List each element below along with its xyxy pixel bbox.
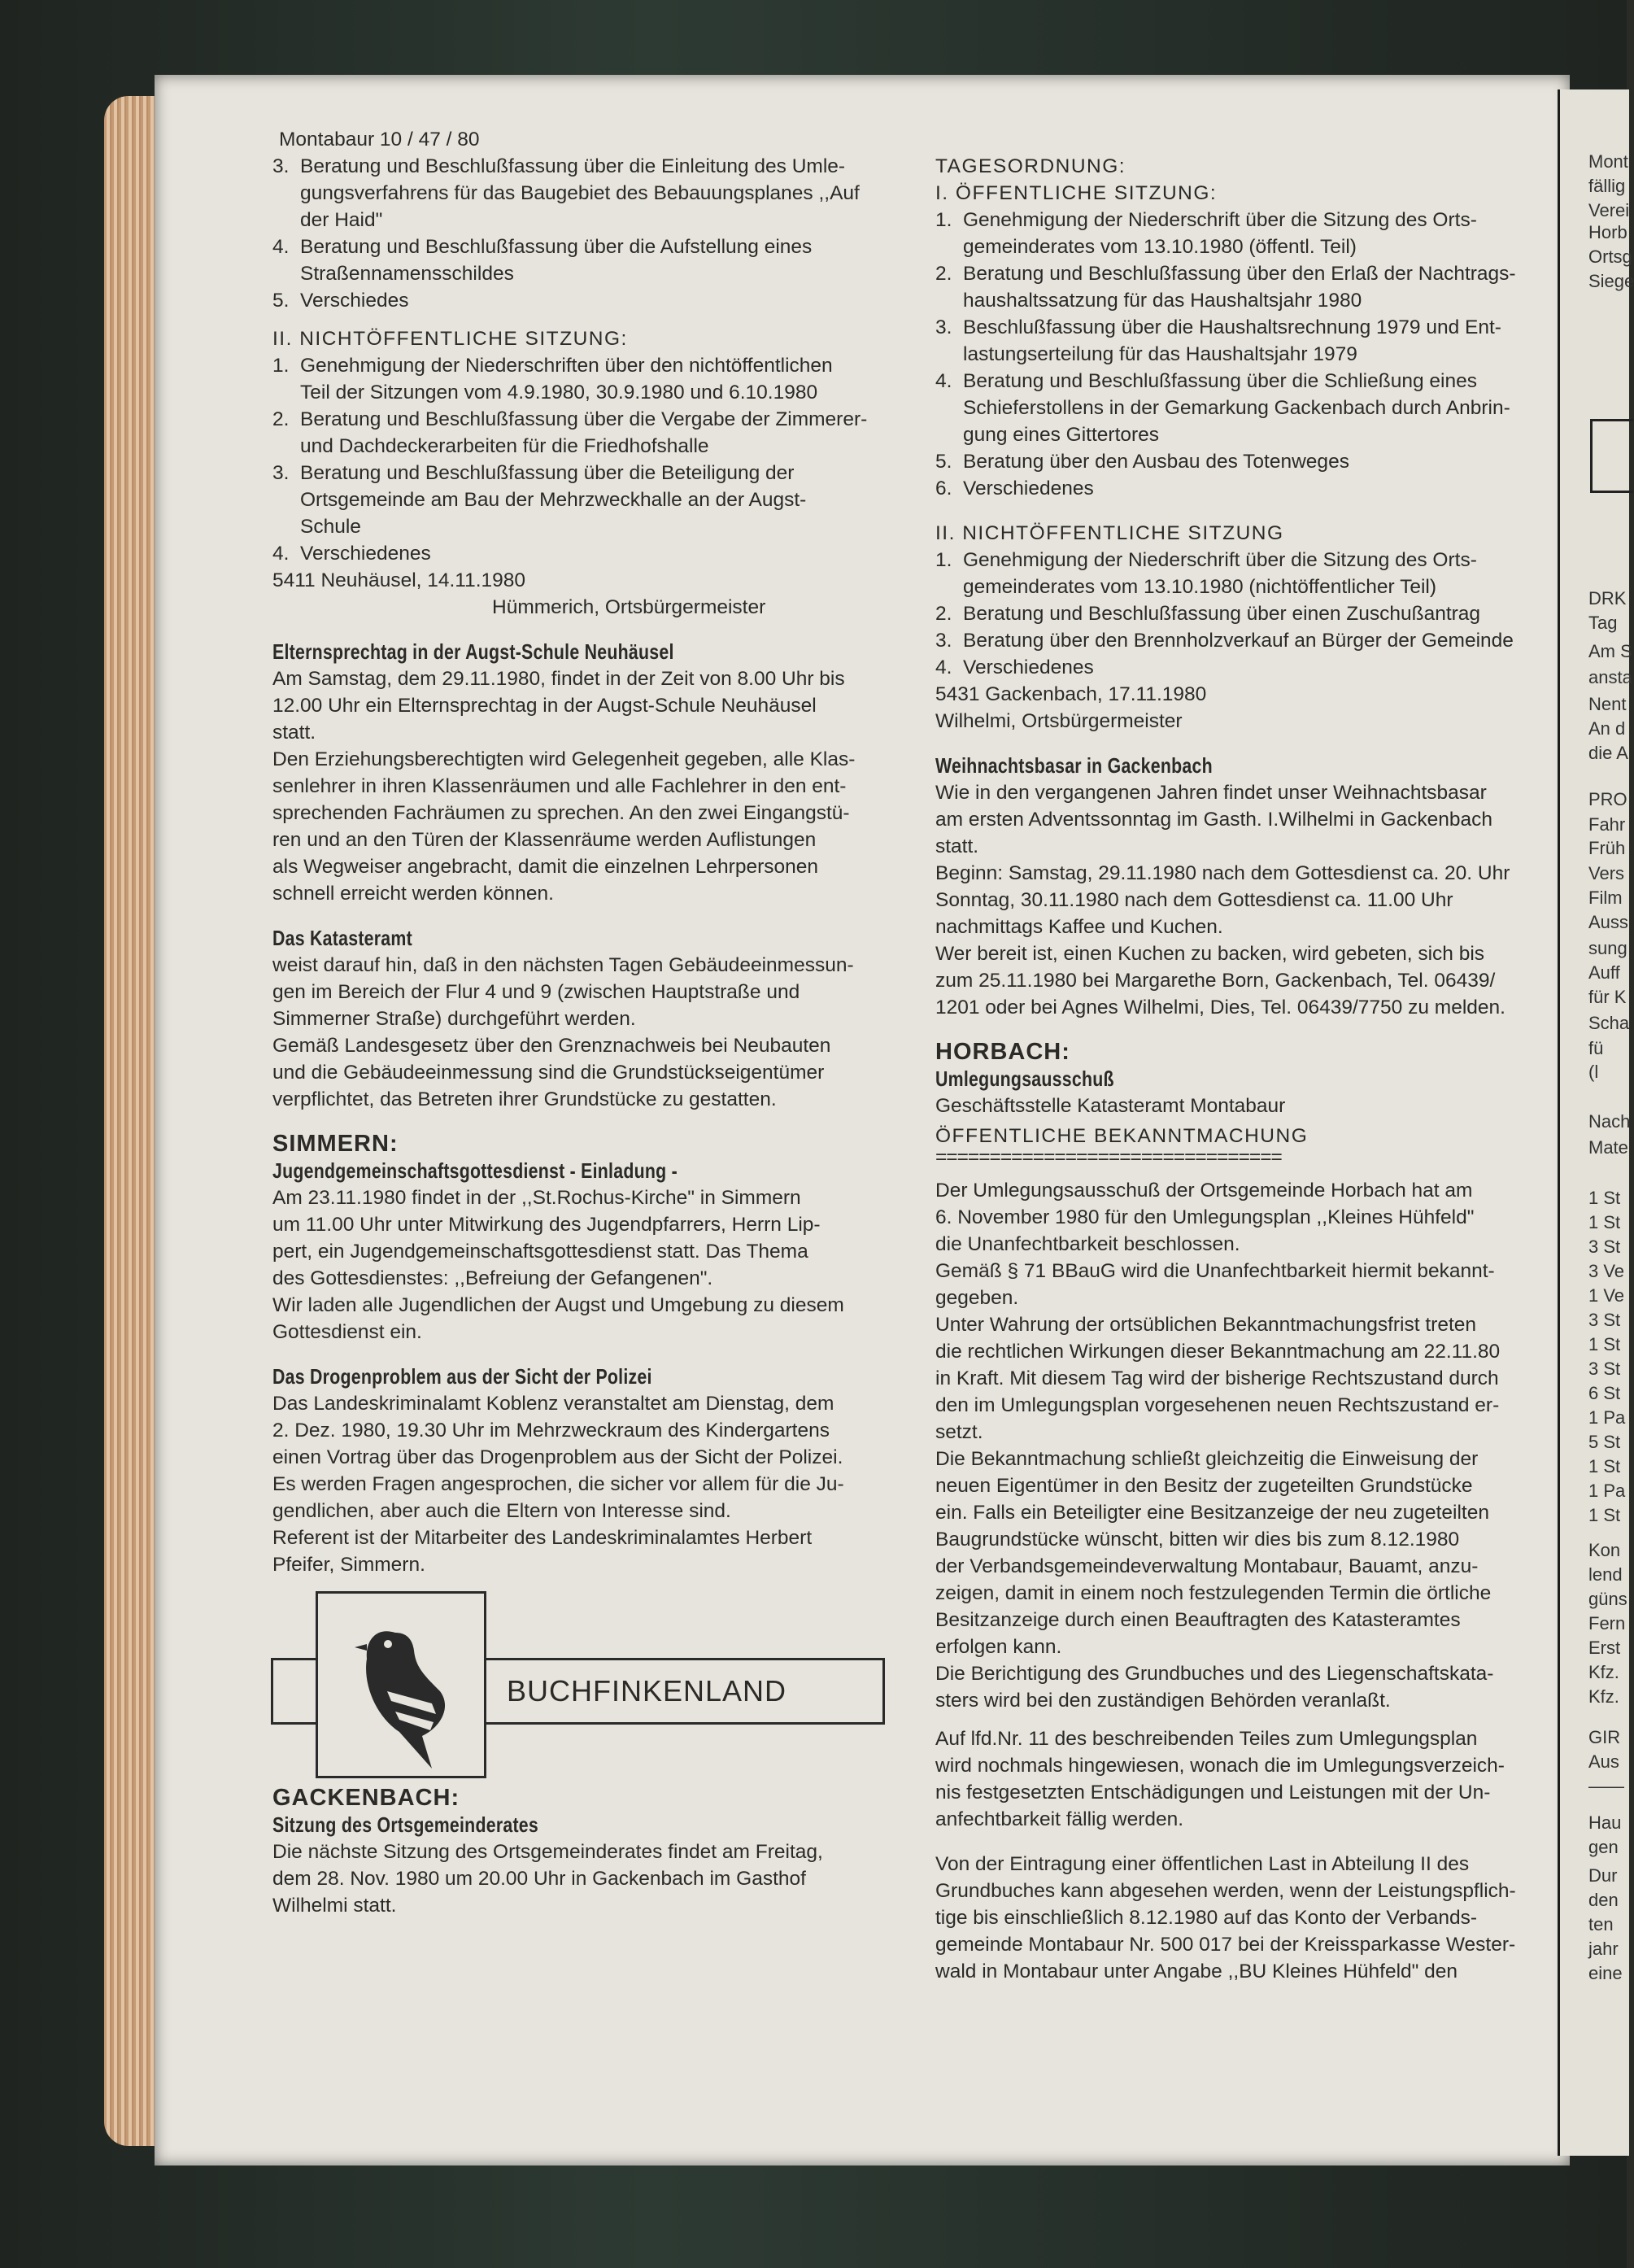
agenda-item-text: Beratung und Beschlußfassung über die Einleitung des Umle-: [300, 155, 846, 177]
next-page-text-fragment: 3 St: [1588, 1310, 1621, 1330]
text-line: Die Bekanntmachung schließt gleichzeitig die Einweisung der: [935, 1448, 1479, 1470]
text-line: weist darauf hin, daß in den nächsten Tagen Gebäudeeinmessun-: [272, 954, 854, 976]
agenda-item-text: Beratung und Beschlußfassung über die Vergabe der Zimmerer-: [300, 408, 868, 430]
agenda-item-number: 3.: [935, 316, 952, 338]
next-page-text-fragment: Aus: [1588, 1751, 1619, 1772]
right-column: [935, 153, 1562, 1985]
next-page-text-fragment: 1 St: [1588, 1188, 1621, 1208]
agenda-item-line: [272, 352, 923, 379]
agenda-item-line: [935, 207, 1562, 233]
next-page-text-fragment: Erst: [1588, 1638, 1621, 1658]
agenda-item-number: 2.: [935, 603, 952, 625]
next-page-text-fragment: DRK: [1588, 588, 1627, 608]
agenda-item-line: gungsverfahrens für das Baugebiet des Bebauungsplanes ,,Auf: [300, 182, 860, 204]
text-line: wald in Montabaur unter Angabe ,,BU Kleines Hühfeld" den: [935, 1961, 1458, 1982]
agenda-item-number: 2.: [272, 408, 290, 430]
ortsgemeinderat-title: Sitzung des Ortsgemeinderates: [272, 1812, 539, 1837]
agenda-item-line: [272, 287, 923, 314]
agenda-item-text: Beratung und Beschlußfassung über die Beteiligung der: [300, 462, 795, 484]
agenda-item-line: haushaltssatzung für das Haushaltsjahr 1980: [963, 290, 1362, 312]
next-page-text-fragment: gen: [1588, 1837, 1619, 1857]
finch-bird-icon: [318, 1594, 484, 1776]
text-line: 2. Dez. 1980, 19.30 Uhr im Mehrzweckraum des Kindergartens: [272, 1420, 830, 1441]
text-line: Wir laden alle Jugendlichen der Augst und Umgebung zu diesem: [272, 1294, 844, 1316]
next-page-text-fragment: 1 Pa: [1588, 1481, 1626, 1501]
next-page-text-fragment: Horb: [1588, 222, 1627, 242]
text-line: um 11.00 Uhr unter Mitwirkung des Jugendpfarrers, Herrn Lip-: [272, 1214, 821, 1236]
text-line: nachmittags Kaffee und Kuchen.: [935, 916, 1223, 938]
notice-title: ÖFFENTLICHE BEKANNTMACHUNG: [935, 1125, 1309, 1147]
text-line: zum 25.11.1980 bei Margarethe Born, Gackenbach, Tel. 06439/: [935, 970, 1496, 992]
page-header: Montabaur 10 / 47 / 80: [279, 129, 480, 150]
next-page-text-fragment: Fahr: [1588, 814, 1626, 835]
text-line: sters wird bei den zuständigen Behörden veranlaßt.: [935, 1690, 1391, 1712]
text-line: Die nächste Sitzung des Ortsgemeinderates findet am Freitag,: [272, 1841, 823, 1863]
text-line: zeigen, damit in einem noch festzulegenden Termin die örtliche: [935, 1582, 1492, 1604]
next-page-text-fragment: Mate: [1588, 1137, 1628, 1158]
notice-text-3: [935, 1851, 1562, 1985]
agenda-item-line: [935, 654, 1562, 681]
office-line: Geschäftsstelle Katasteramt Montabaur: [935, 1095, 1286, 1117]
next-page-text-fragment: Kon: [1588, 1540, 1621, 1560]
agenda-item-line: Straßennamensschildes: [300, 263, 514, 285]
text-line: des Gottesdienstes: ,,Befreiung der Gefangenen".: [272, 1267, 713, 1289]
agenda-item-line: [935, 547, 1562, 574]
notice-text: [935, 1177, 1562, 1714]
next-page-text-fragment: PRO: [1588, 789, 1627, 809]
text-line: der Verbandsgemeindeverwaltung Montabaur, Bauamt, anzu-: [935, 1555, 1479, 1577]
agenda-item-line: [935, 475, 1562, 502]
text-line: und die Gebäudeeinmessung sind die Grundstückseigentümer: [272, 1062, 825, 1084]
text-line: wird nochmals hingewiesen, wonach die im Umlegungsverzeich-: [935, 1755, 1505, 1777]
text-line: statt.: [272, 722, 316, 744]
agenda-list-public: [272, 153, 923, 314]
katasteramt-text: [272, 952, 923, 1113]
signature: Hümmerich, Ortsbürgermeister: [492, 596, 766, 618]
next-page-text-fragment: eine: [1588, 1963, 1623, 1983]
text-line: Von der Eintragung einer öffentlichen Last in Abteilung II des: [935, 1853, 1470, 1875]
text-line: erfolgen kann.: [935, 1636, 1062, 1658]
agenda-item-text: Beratung und Beschlußfassung über einen Zuschußantrag: [963, 603, 1481, 625]
next-page-text-fragment: Fern: [1588, 1613, 1626, 1633]
elternsprechtag-text: [272, 665, 923, 746]
text-line: neuen Eigentümer in den Besitz der zugeteilten Grundstücke: [935, 1475, 1473, 1497]
agenda-item-text: Beratung und Beschlußfassung über die Aufstellung eines: [300, 236, 813, 258]
agenda-item-number: 6.: [935, 478, 952, 499]
buchfinkenland-logo: [271, 1591, 889, 1778]
nonpublic-title: II. NICHTÖFFENTLICHE SITZUNG:: [272, 328, 628, 350]
next-page-text-fragment: Verei: [1588, 200, 1630, 220]
elternsprechtag-title: Elternsprechtag in der Augst-Schule Neuhäusel: [272, 639, 674, 664]
agenda-item-line: [272, 460, 923, 486]
agenda-item-line: [935, 448, 1562, 475]
next-page-text-fragment: fü: [1588, 1038, 1604, 1058]
text-line: setzt.: [935, 1421, 983, 1443]
agenda-item-number: 4.: [272, 543, 290, 565]
agenda-item-text: Beratung und Beschlußfassung über die Schließung eines: [963, 370, 1477, 392]
agenda-item-number: 4.: [272, 236, 290, 258]
public-session-title: I. ÖFFENTLICHE SITZUNG:: [935, 182, 1218, 204]
agenda-item-number: 4.: [935, 656, 952, 678]
agenda-list-public-right: [935, 207, 1562, 502]
text-line: Grundbuches kann abgesehen werden, wenn der Leistungspflich-: [935, 1880, 1516, 1902]
nonpublic-title-right: II. NICHTÖFFENTLICHE SITZUNG: [935, 522, 1284, 544]
text-line: gendlichen, aber auch die Eltern von Interesse sind.: [272, 1500, 731, 1522]
next-page-text-fragment: Dur: [1588, 1865, 1618, 1886]
next-page-text-fragment: ansta: [1588, 667, 1632, 687]
jugendgottesdienst-title: Jugendgemeinschaftsgottesdienst - Einladung -: [272, 1158, 678, 1183]
next-page-text-fragment: 6 St: [1588, 1383, 1621, 1403]
umlegungsausschuss-title: Umlegungsausschuß: [935, 1066, 1114, 1091]
next-page-text-fragment: fällig: [1588, 176, 1626, 196]
text-line: am ersten Adventssonntag im Gasth. I.Wilhelmi in Gackenbach: [935, 809, 1492, 831]
agenda-item-text: Genehmigung der Niederschriften über den nichtöffentlichen: [300, 355, 833, 377]
signature-right: Wilhelmi, Ortsbürgermeister: [935, 710, 1183, 732]
text-line: verpflichtet, das Betreten ihrer Grundstücke zu gestatten.: [272, 1088, 777, 1110]
agenda-item-line: gemeinderates vom 13.10.1980 (öffentl. Teil): [963, 236, 1357, 258]
next-page-text-fragment: An d: [1588, 718, 1626, 739]
agenda-item-line: gemeinderates vom 13.10.1980 (nichtöffentlicher Teil): [963, 576, 1436, 598]
next-page-text-fragment: güns: [1588, 1589, 1627, 1609]
drogenproblem-text: [272, 1390, 923, 1578]
agenda-item-text: Verschiedes: [300, 290, 409, 312]
text-line: Unter Wahrung der ortsüblichen Bekanntmachungsfrist treten: [935, 1314, 1477, 1336]
agenda-item-line: [272, 540, 923, 567]
next-page-text-fragment: Ortsg: [1588, 246, 1632, 267]
next-page-text-fragment: 1 St: [1588, 1505, 1621, 1525]
next-page-text-fragment: sung: [1588, 938, 1627, 958]
notice-text-2: [935, 1725, 1562, 1833]
weihnachtsbasar-text: [935, 779, 1562, 1021]
text-line: Am 23.11.1980 findet in der ,,St.Rochus-Kirche" in Simmern: [272, 1187, 801, 1209]
agenda-item-line: Schule: [300, 516, 361, 538]
next-page-text-fragment: 3 Ve: [1588, 1261, 1625, 1281]
next-page-text-fragment: Auss: [1588, 912, 1628, 932]
text-line: in Kraft. Mit diesem Tag wird der bisherige Rechtszustand durch: [935, 1367, 1499, 1389]
notice-rule: ================================: [935, 1146, 1282, 1168]
next-page-text-fragment: jahr: [1588, 1939, 1619, 1959]
next-page-box: [1590, 419, 1633, 493]
text-line: ein. Falls ein Beteiligter eine Besitzanzeige der neu zugeteilten: [935, 1502, 1489, 1524]
agenda-item-number: 2.: [935, 263, 952, 285]
text-line: Wie in den vergangenen Jahren findet unser Weihnachtsbasar: [935, 782, 1487, 804]
agenda-item-text: Genehmigung der Niederschrift über die Sitzung des Orts-: [963, 209, 1477, 231]
text-line: Wilhelmi statt.: [272, 1895, 397, 1917]
text-line: statt.: [935, 835, 979, 857]
simmern-heading: SIMMERN:: [272, 1131, 399, 1157]
agenda-item-line: und Dachdeckerarbeiten für die Friedhofshalle: [300, 435, 709, 457]
text-line: schnell erreicht werden können.: [272, 883, 554, 905]
next-page-text-fragment: für K: [1588, 987, 1627, 1007]
text-line: Simmerner Straße) durchgeführt werden.: [272, 1008, 636, 1030]
text-line: sprechenden Fachräumen zu sprechen. An den zwei Eingangstü-: [272, 802, 850, 824]
agenda-item-line: [935, 627, 1562, 654]
next-page-text-fragment: 1 St: [1588, 1212, 1621, 1232]
text-line: Referent ist der Mitarbeiter des Landeskriminalamtes Herbert: [272, 1527, 813, 1549]
agenda-item-text: Verschiedenes: [963, 656, 1094, 678]
agenda-item-text: Beschlußfassung über die Haushaltsrechnung 1979 und Ent-: [963, 316, 1501, 338]
text-line: tige bis einschließlich 8.12.1980 auf das Konto der Verbands-: [935, 1907, 1478, 1929]
next-page-text-fragment: GIR: [1588, 1727, 1621, 1747]
next-page-text-fragment: Nach: [1588, 1111, 1631, 1132]
agenda-title: TAGESORDNUNG:: [935, 155, 1126, 177]
text-line: senlehrer in ihren Klassenräumen und alle Fachlehrer in den ent-: [272, 775, 847, 797]
agenda-list-nonpublic-right: [935, 547, 1562, 681]
ortsgemeinderat-text: [272, 1838, 923, 1919]
text-line: Gemäß Landesgesetz über den Grenznachweis bei Neubauten: [272, 1035, 831, 1057]
agenda-item-line: Teil der Sitzungen vom 4.9.1980, 30.9.1980 und 6.10.1980: [300, 382, 818, 403]
next-page-text-fragment: Mont: [1588, 151, 1628, 172]
agenda-item-line: [272, 406, 923, 433]
date-line-right: 5431 Gackenbach, 17.11.1980: [935, 683, 1207, 705]
text-line: die rechtlichen Wirkungen dieser Bekanntmachung am 22.11.80: [935, 1341, 1501, 1363]
agenda-item-number: 5.: [935, 451, 952, 473]
agenda-item-line: [272, 233, 923, 260]
text-line: Sonntag, 30.11.1980 nach dem Gottesdienst ca. 11.00 Uhr: [935, 889, 1453, 911]
logo-label: BUCHFINKENLAND: [507, 1674, 787, 1708]
next-page-text-fragment: 1 Ve: [1588, 1285, 1625, 1306]
weihnachtsbasar-title: Weihnachtsbasar in Gackenbach: [935, 753, 1213, 778]
agenda-item-number: 1.: [935, 549, 952, 571]
text-line: als Wegweiser angebracht, damit die einzelnen Lehrpersonen: [272, 856, 818, 878]
agenda-item-line: [272, 153, 923, 180]
agenda-item-number: 4.: [935, 370, 952, 392]
text-line: dem 28. Nov. 1980 um 20.00 Uhr in Gackenbach im Gasthof: [272, 1868, 806, 1890]
text-line: Am Samstag, dem 29.11.1980, findet in der Zeit von 8.00 Uhr bis: [272, 668, 845, 690]
agenda-item-text: Beratung über den Brennholzverkauf an Bürger der Gemeinde: [963, 630, 1514, 652]
agenda-item-number: 1.: [272, 355, 290, 377]
next-page-text-fragment: 1 Pa: [1588, 1407, 1626, 1428]
next-page-text-fragment: 5 St: [1588, 1432, 1621, 1452]
agenda-item-line: [935, 368, 1562, 395]
text-line: pert, ein Jugendgemeinschaftsgottesdienst statt. Das Thema: [272, 1241, 808, 1263]
next-page-text-fragment: Tag: [1588, 613, 1618, 633]
text-line: die Unanfechtbarkeit beschlossen.: [935, 1233, 1240, 1255]
text-line: den im Umlegungsplan vorgesehenen neuen Rechtszustand er-: [935, 1394, 1500, 1416]
drogenproblem-title: Das Drogenproblem aus der Sicht der Polizei: [272, 1364, 652, 1389]
text-line: Es werden Fragen angesprochen, die sicher vor allem für die Ju-: [272, 1473, 844, 1495]
agenda-item-number: 3.: [272, 462, 290, 484]
text-line: Pfeifer, Simmern.: [272, 1554, 425, 1576]
text-line: Das Landeskriminalamt Koblenz veranstaltet am Dienstag, dem: [272, 1393, 834, 1415]
next-page-text-fragment: Film: [1588, 888, 1623, 908]
agenda-item-text: Beratung über den Ausbau des Totenweges: [963, 451, 1349, 473]
agenda-item-line: [935, 314, 1562, 341]
next-page-fragment: [1558, 89, 1634, 2156]
next-page-text-fragment: ten: [1588, 1914, 1614, 1934]
agenda-item-line: gung eines Gittertores: [963, 424, 1160, 446]
text-line: Der Umlegungsausschuß der Ortsgemeinde Horbach hat am: [935, 1180, 1473, 1202]
agenda-item-number: 1.: [935, 209, 952, 231]
next-page-text-fragment: Kfz.: [1588, 1686, 1619, 1707]
agenda-item-line: Schieferstollens in der Gemarkung Gackenbach durch Anbrin-: [963, 397, 1510, 419]
next-page-text-fragment: Kfz.: [1588, 1662, 1619, 1682]
agenda-item-line: Ortsgemeinde am Bau der Mehrzweckhalle an der Augst-: [300, 489, 807, 511]
jugendgottesdienst-text: [272, 1184, 923, 1346]
next-page-text-fragment: die A: [1588, 743, 1628, 763]
gackenbach-heading: GACKENBACH:: [272, 1785, 460, 1811]
agenda-item-line: der Haid": [300, 209, 383, 231]
text-line: einen Vortrag über das Drogenproblem aus der Sicht der Polizei.: [272, 1446, 843, 1468]
agenda-item-line: [935, 260, 1562, 287]
text-line: nis festgesetzten Entschädigungen und Leistungen mit der Un-: [935, 1782, 1491, 1803]
text-line: Gemäß § 71 BBauG wird die Unanfechtbarkeit hiermit bekannt-: [935, 1260, 1495, 1282]
next-page-text-fragment: lend: [1588, 1564, 1623, 1585]
text-line: Den Erziehungsberechtigten wird Gelegenheit gegeben, alle Klas-: [272, 748, 856, 770]
next-page-text-fragment: den: [1588, 1890, 1619, 1910]
elternsprechtag-text-2: [272, 746, 923, 907]
next-page-text-fragment: Scha: [1588, 1013, 1630, 1033]
katasteramt-title: Das Katasteramt: [272, 926, 412, 950]
agenda-item-text: Verschiedenes: [963, 478, 1094, 499]
agenda-item-line: [935, 600, 1562, 627]
agenda-item-text: Genehmigung der Niederschrift über die Sitzung des Orts-: [963, 549, 1477, 571]
text-line: gegeben.: [935, 1287, 1019, 1309]
text-line: Wer bereit ist, einen Kuchen zu backen, wird gebeten, sich bis: [935, 943, 1485, 965]
text-line: gen im Bereich der Flur 4 und 9 (zwischen Hauptstraße und: [272, 981, 800, 1003]
date-line: 5411 Neuhäusel, 14.11.1980: [272, 569, 526, 591]
next-page-text-fragment: Nent: [1588, 694, 1627, 714]
next-page-text-fragment: Hau: [1588, 1812, 1622, 1833]
agenda-item-number: 3.: [935, 630, 952, 652]
text-line: ren und an den Türen der Klassenräume werden Auflistungen: [272, 829, 817, 851]
text-line: 1201 oder bei Agnes Wilhelmi, Dies, Tel. 06439/7750 zu melden.: [935, 997, 1505, 1018]
text-line: 6. November 1980 für den Umlegungsplan ,,Kleines Hühfeld": [935, 1206, 1475, 1228]
text-line: anfechtbarkeit fällig werden.: [935, 1808, 1184, 1830]
horbach-heading: HORBACH:: [935, 1039, 1070, 1065]
agenda-list-nonpublic: [272, 352, 923, 567]
text-line: Besitzanzeige durch einen Beauftragten des Katasteramtes: [935, 1609, 1461, 1631]
next-page-text-fragment: (l: [1588, 1062, 1599, 1082]
text-line: Gottesdienst ein.: [272, 1321, 422, 1343]
next-page-text-fragment: 1 St: [1588, 1456, 1621, 1476]
agenda-item-line: lastungserteilung für das Haushaltsjahr 1979: [963, 343, 1357, 365]
text-line: Beginn: Samstag, 29.11.1980 nach dem Gottesdienst ca. 20. Uhr: [935, 862, 1510, 884]
text-line: Auf lfd.Nr. 11 des beschreibenden Teiles zum Umlegungsplan: [935, 1728, 1478, 1750]
next-page-text-fragment: Siege: [1588, 271, 1634, 291]
left-column: [272, 126, 923, 1919]
next-page-text-fragment: 3 St: [1588, 1236, 1621, 1257]
agenda-item-number: 5.: [272, 290, 290, 312]
next-page-text-fragment: 1 St: [1588, 1334, 1621, 1354]
agenda-item-text: Verschiedenes: [300, 543, 431, 565]
text-line: Baugrundstücke wünscht, bitten wir dies bis zum 8.12.1980: [935, 1529, 1460, 1551]
next-page-text-fragment: Vers: [1588, 863, 1625, 883]
next-page-text-fragment: Am S: [1588, 641, 1632, 661]
text-line: gemeinde Montabaur Nr. 500 017 bei der Kreissparkasse Wester-: [935, 1934, 1516, 1956]
text-line: Die Berichtigung des Grundbuches und des Liegenschaftskata-: [935, 1663, 1494, 1685]
next-page-text-fragment: Früh: [1588, 838, 1626, 858]
agenda-item-text: Beratung und Beschlußfassung über den Erlaß der Nachtrags-: [963, 263, 1516, 285]
next-page-text-fragment: Auff: [1588, 962, 1620, 983]
next-page-text-fragment: 3 St: [1588, 1359, 1621, 1379]
text-line: 12.00 Uhr ein Elternsprechtag in der Augst-Schule Neuhäusel: [272, 695, 817, 717]
agenda-item-number: 3.: [272, 155, 290, 177]
logo-emblem: [316, 1591, 486, 1778]
next-page-text-fragment: ——: [1588, 1776, 1624, 1796]
